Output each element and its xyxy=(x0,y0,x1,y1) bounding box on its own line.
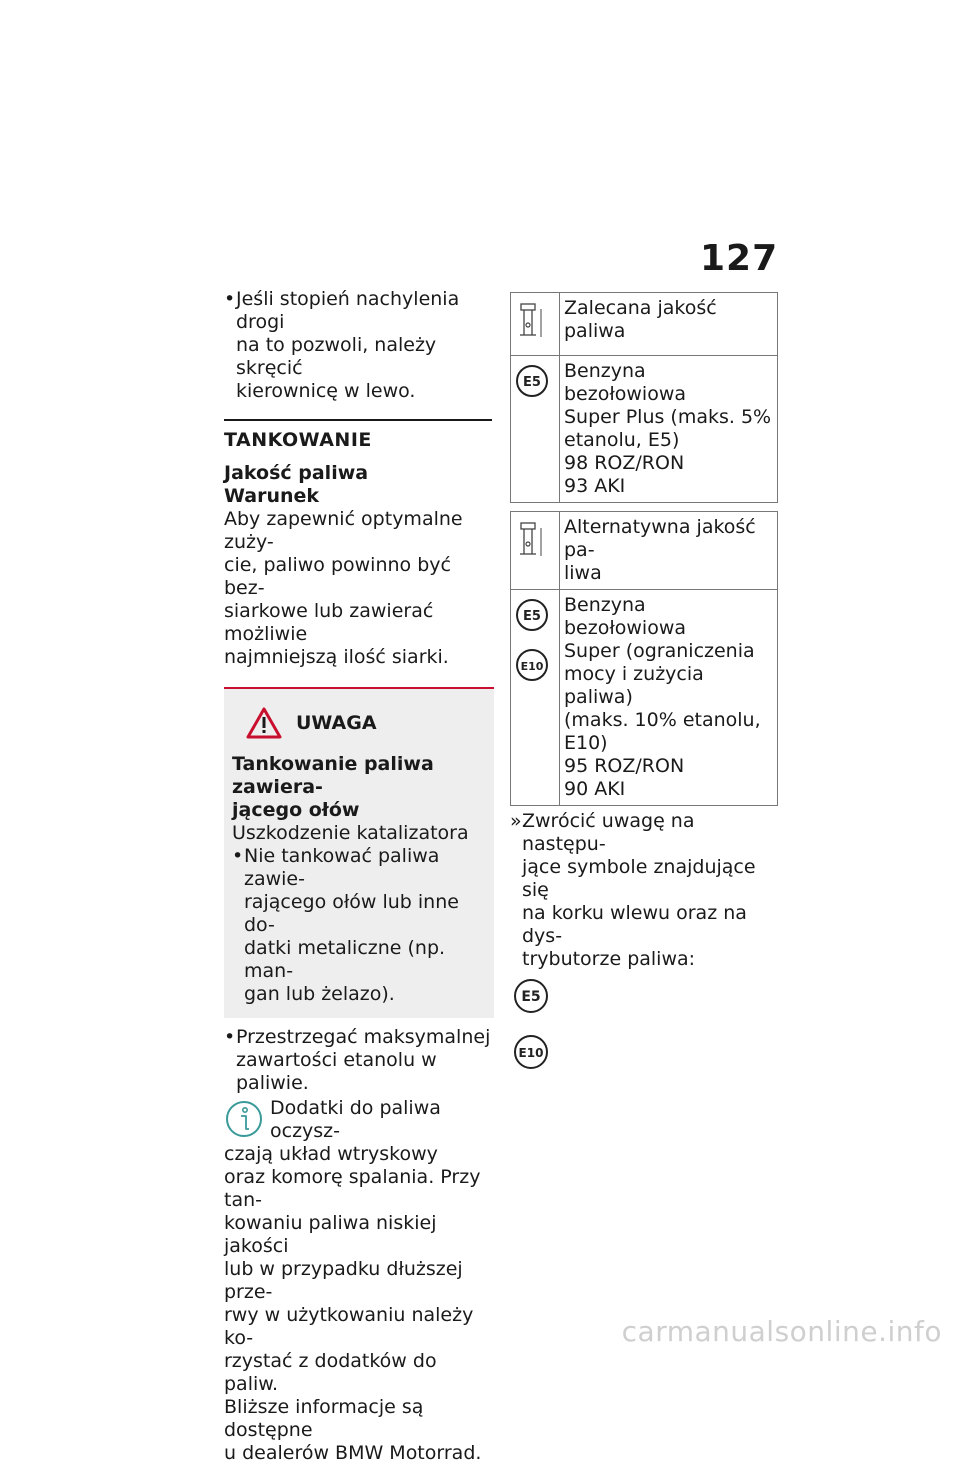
intro-bullet xyxy=(224,288,492,403)
warning-title xyxy=(232,753,486,822)
body-line: siarkowe lub zawierać możliwie xyxy=(224,600,434,645)
warning-bullet-line: datki metaliczne (np. man- xyxy=(244,937,446,982)
body-line: najmniejszą ilość siarki. xyxy=(224,646,449,668)
e10-badge-icon xyxy=(515,648,549,682)
table-row xyxy=(511,590,778,806)
table-icon-cell xyxy=(511,356,560,503)
right-column xyxy=(510,292,778,1071)
fuel-spec-line: mocy i zużycia paliwa) xyxy=(564,663,704,708)
left-column xyxy=(224,288,492,1465)
watermark: carmanualsonline.info xyxy=(621,1315,942,1348)
recommended-fuel-table xyxy=(510,292,778,503)
section-divider xyxy=(224,419,492,421)
fuel-spec-line: E10) xyxy=(564,732,608,754)
warning-title-line: jącego ołów xyxy=(232,799,360,821)
fuel-spec-line: 95 ROZ/RON xyxy=(564,755,685,777)
fuel-spec-line: 98 ROZ/RON xyxy=(564,452,685,474)
info-line: kowaniu paliwa niskiej jakości xyxy=(224,1212,437,1257)
info-note xyxy=(224,1097,492,1465)
table-icon-cell xyxy=(511,590,560,806)
svg-text:E5: E5 xyxy=(523,375,541,390)
note-line: jące symbole znajdujące się xyxy=(522,856,756,901)
note-line: na korku wlewu oraz na dys- xyxy=(522,902,747,947)
svg-text:E10: E10 xyxy=(518,1046,544,1060)
condition-text xyxy=(224,508,492,669)
fuel-pump-icon xyxy=(515,301,545,341)
fuel-spec-line: etanolu, E5) xyxy=(564,429,680,451)
intro-line: kierownicę w lewo. xyxy=(236,380,416,402)
warning-box xyxy=(224,687,494,1018)
svg-text:E5: E5 xyxy=(521,989,541,1005)
info-line: rzystać z dodatków do paliw. xyxy=(224,1350,437,1395)
warning-consequence: Uszkodzenie katalizatora xyxy=(232,822,469,844)
info-line: Dodatki do paliwa oczysz- xyxy=(270,1097,441,1142)
table-header-line: liwa xyxy=(564,562,602,584)
fuel-spec-line: (maks. 10% etanolu, xyxy=(564,709,761,731)
page-number: 127 xyxy=(700,238,779,279)
warning-bullet xyxy=(232,845,486,1006)
table-icon-cell xyxy=(511,512,560,590)
table-icon-cell xyxy=(511,293,560,356)
warning-bullet-line: rającego ołów lub inne do- xyxy=(244,891,459,936)
intro-line: na to pozwoli, należy skręcić xyxy=(236,334,437,379)
e5-badge-icon xyxy=(515,598,549,632)
table-header-cell xyxy=(560,512,778,590)
alternative-fuel-table xyxy=(510,511,778,806)
fuel-spec-line: Benzyna bezołowiowa xyxy=(564,360,686,405)
note-line: Zwrócić uwagę na następu- xyxy=(522,810,695,855)
ethanol-line: Przestrzegać maksymalnej xyxy=(236,1026,491,1048)
svg-text:E10: E10 xyxy=(520,660,544,673)
fuel-pump-icon xyxy=(515,520,545,560)
fuel-spec-line: 93 AKI xyxy=(564,475,626,497)
fuel-spec-line: Super (ograniczenia xyxy=(564,640,755,662)
subsection-title: Jakość paliwa xyxy=(224,462,369,484)
fuel-spec-line: Benzyna bezołowiowa xyxy=(564,594,686,639)
table-header-cell: Zalecana jakość paliwa xyxy=(560,293,778,356)
e5-symbol-icon xyxy=(512,977,550,1015)
condition-title: Warunek xyxy=(224,485,320,507)
info-line: lub w przypadku dłuższej prze- xyxy=(224,1258,463,1303)
info-line: oraz komorę spalania. Przy tan- xyxy=(224,1166,481,1211)
ethanol-bullet xyxy=(224,1026,492,1095)
warning-title-line: Tankowanie paliwa zawiera- xyxy=(232,753,434,798)
e10-symbol-icon xyxy=(512,1033,550,1071)
info-line: Bliższe informacje są dostępne xyxy=(224,1396,424,1441)
warning-bullet-line: gan lub żelazo). xyxy=(244,983,395,1005)
section-title: TANKOWANIE xyxy=(224,429,372,451)
fuel-spec-line: Super Plus (maks. 5% xyxy=(564,406,772,428)
info-icon xyxy=(224,1099,264,1139)
table-row xyxy=(511,356,778,503)
body-line: cie, paliwo powinno być bez- xyxy=(224,554,451,599)
warning-bullet-line: Nie tankować paliwa zawie- xyxy=(244,845,440,890)
warning-header xyxy=(246,707,486,739)
body-line: Aby zapewnić optymalne zuży- xyxy=(224,508,463,553)
table-value-cell xyxy=(560,356,778,503)
info-line: czają układ wtryskowy xyxy=(224,1143,438,1165)
note-line: trybutorze paliwa: xyxy=(522,948,696,970)
warning-triangle-icon xyxy=(246,707,282,739)
symbol-note xyxy=(510,810,778,971)
info-line: rwy w użytkowaniu należy ko- xyxy=(224,1304,474,1349)
e5-badge-icon xyxy=(515,364,549,398)
svg-text:E5: E5 xyxy=(523,609,541,624)
fuel-spec-line: 90 AKI xyxy=(564,778,626,800)
ethanol-line: zawartości etanolu w paliwie. xyxy=(236,1049,437,1094)
intro-line: Jeśli stopień nachylenia drogi xyxy=(236,288,460,333)
table-row xyxy=(511,293,778,356)
info-line: u dealerów BMW Motorrad. xyxy=(224,1442,482,1464)
table-header-line: Alternatywna jakość pa- xyxy=(564,516,756,561)
table-value-cell xyxy=(560,590,778,806)
table-row xyxy=(511,512,778,590)
warning-label: UWAGA xyxy=(296,711,377,734)
